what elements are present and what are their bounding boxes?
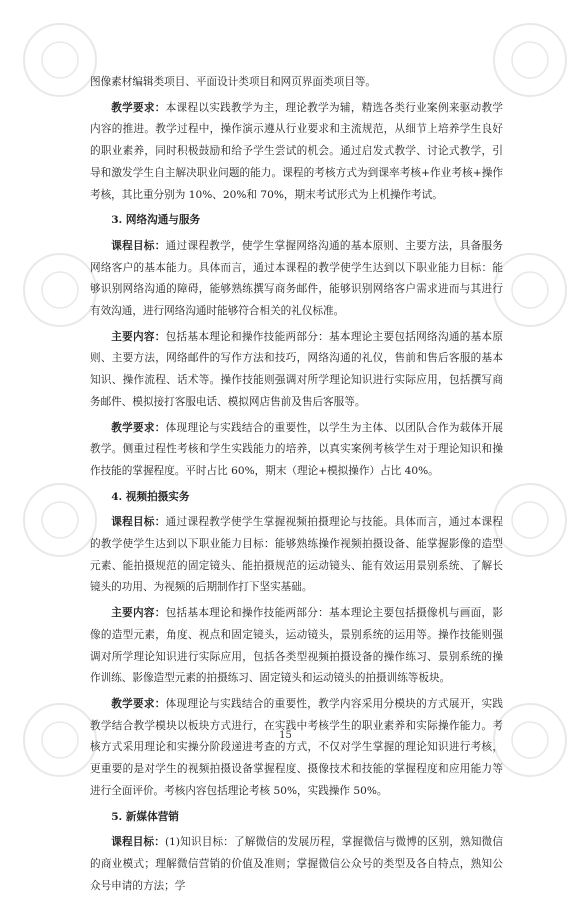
paragraph-text: 本课程以实践教学为主，理论教学为辅，精选各类行业案例来驱动教学内容的推进。教学过程中，操作演示遵从行业要求和主流规范，从细节上培养学生良好的职业素养，同时积极鼓励和给予学生尝试的机会。通过启发式教学、讨论式教学，引导和激发学生自主解决职业问题的能力。课程的考核方式为到课率考核+作业考核+操作考核，其比重分别为 10%、20%和 70%，期末考试形式为上机操作考试。 (90, 101, 504, 201)
section-heading: 4. 视频拍摄实务 (111, 490, 190, 503)
paragraph (90, 418, 503, 483)
paragraph-label: 课程目标： (111, 516, 166, 529)
seal-watermark (20, 20, 100, 100)
section-heading: 3. 网络沟通与服务 (111, 214, 201, 227)
paragraph-label: 课程目标： (111, 239, 166, 252)
paragraph (90, 327, 503, 414)
paragraph-text: 包括基本理论和操作技能两部分：基本理论主要包括摄像机与画面，影像的造型元素，角度、视点和固定镜头，运动镜头，景别系统的运用等。操作技能则强调对所学理论知识进行实际应用，包括各类型视频拍摄设备的操作练习、景别系统的操作训练、影像造型元素的拍摄练习、固定镜头和运动镜头的拍摄训练等板块。 (90, 607, 504, 685)
paragraph-text: 体现理论与实践结合的重要性，教学内容采用分模块的方式展开，实践教学结合教学模块以板块方式进行，在实践中考核学生的职业素养和实际操作能力。考核方式采用理论和实操分阶段递进考查的方式，不仅对学生掌握的理论知识进行考核，更重要的是对学生的视频拍摄设备掌握程度、摄像技术和技能的掌握程度和应用能力等进行全面评价。考核内容包括理论考核 50%，实践操作 50%。 (90, 697, 504, 797)
paragraph (90, 98, 503, 207)
page-number: 15 (279, 730, 292, 741)
paragraph-text: 包括基本理论和操作技能两部分：基本理论主要包括网络沟通的基本原则、主要方法，网络邮件的写作方法和技巧，网络沟通的礼仪，售前和售后客服的基本知识、操作流程、话术等。操作技能则强调对所学理论知识进行实际应用，包括撰写商务邮件、模拟接打客服电话、模拟网店售前及售后客服等。 (90, 330, 504, 408)
paragraph (90, 236, 503, 323)
paragraph-text: 体现理论与实践结合的重要性，以学生为主体、以团队合作为载体开展教学。侧重过程性考核和学生实践能力的培养，以真实案例考核学生对于理论知识和操作技能的掌握程度。平时占比 60%，期末（理论+模拟操作）占比 40%。 (90, 421, 504, 477)
paragraph-label: 教学要求： (111, 421, 166, 434)
paragraph-label: 教学要求： (111, 101, 166, 114)
paragraph-label: 主要内容： (111, 607, 166, 620)
paragraph (90, 603, 503, 690)
seal-watermark (20, 250, 100, 330)
paragraph (90, 832, 503, 897)
body-text (90, 72, 503, 897)
paragraph: 图像素材编辑类项目、平面设计类项目和网页界面类项目等。 (90, 76, 377, 88)
paragraph-label: 课程目标： (111, 836, 166, 849)
paragraph-label: 教学要求： (111, 697, 166, 710)
paragraph (90, 512, 503, 599)
paragraph-text: 通过课程教学，使学生掌握网络沟通的基本原则、主要方法，具备服务网络客户的基本能力。具体而言，通过本课程的教学使学生达到以下职业能力目标：能够识别网络沟通的障碍，能够熟练撰写商务邮件，能够识别网络客户需求进而与其进行有效沟通，进行网络沟通时能够符合相关的礼仪标准。 (90, 239, 504, 318)
seal-watermark (20, 480, 100, 560)
section-heading: 5. 新媒体营销 (111, 810, 179, 823)
paragraph-label: 主要内容： (111, 330, 166, 343)
paragraph-text: 通过课程教学使学生掌握视频拍摄理论与技能。具体而言，通过本课程的教学使学生达到以下职业能力目标：能够熟练操作视频拍摄设备、能掌握影像的造型元素、能拍摄规范的固定镜头、能拍摄规范的运动镜头、能有效运用景别系统、了解长镜头的功用、为视频的后期制作打下坚实基础。 (90, 516, 504, 594)
paragraph (90, 694, 503, 803)
paragraph-text: (1)知识目标：了解微信的发展历程，掌握微信与微博的区别，熟知微信的商业模式；理解微信营销的价值及准则；掌握微信公众号的类型及各自特点，熟知公众号申请的方法；学 (90, 836, 503, 892)
